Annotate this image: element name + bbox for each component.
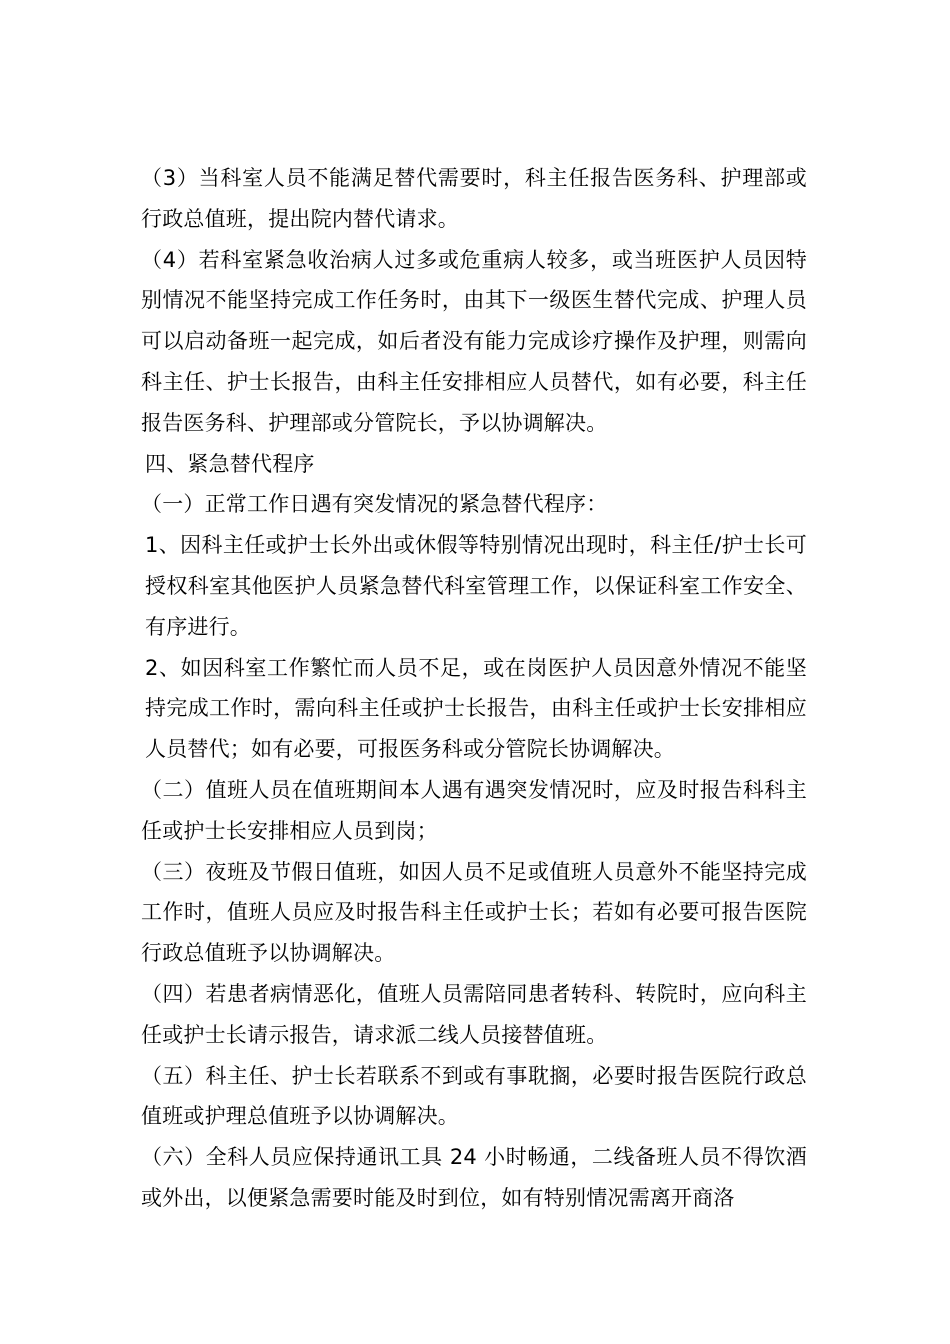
subsection-3-night-holiday: （三）夜班及节假日值班，如因人员不足或值班人员意外不能坚持完成工作时，值班人员应及时报告科主任或护士长；若如有必要可报告医院行政总值班予以协调解决。 xyxy=(141,859,807,966)
document-body xyxy=(141,158,807,1219)
subsection-5-unreachable: （五）科主任、护士长若联系不到或有事耽搁，必要时报告医院行政总值班或护理总值班予以协调解决。 xyxy=(141,1063,807,1129)
subsection-2-on-duty-emergency: （二）值班人员在值班期间本人遇有遇突发情况时，应及时报告科科主任或护士长安排相应人员到岗； xyxy=(141,777,807,843)
subsection-6-communication: （六）全科人员应保持通讯工具 24 小时畅通，二线备班人员不得饮酒或外出，以便紧急需要时能及时到位，如有特别情况需离开商洛 xyxy=(141,1145,807,1210)
paragraph-4-emergency-overload: （4）若科室紧急收治病人过多或危重病人较多，或当班医护人员因特别情况不能坚持完成工作任务时，由其下一级医生替代完成、护理人员可以启动备班一起完成，如后者没有能力完成诊疗操作及护理，则需向科主任、护士长报告，由科主任安排相应人员替代，如有必要，科主任报告医务科、护理部或分管院长，予以协调解决。 xyxy=(141,247,807,435)
item-2-staff-shortage: 2、如因科室工作繁忙而人员不足，或在岗医护人员因意外情况不能坚持完成工作时，需向科主任或护士长报告，由科主任或护士长安排相应人员替代；如有必要，可报医务科或分管院长协调解决。 xyxy=(145,655,807,762)
section-heading-emergency-procedure: 四、紧急替代程序 xyxy=(145,451,315,476)
item-1-director-absence: 1、因科主任或护士长外出或休假等特别情况出现时，科主任/护士长可授权科室其他医护人员紧急替代科室管理工作，以保证科室工作安全、有序进行。 xyxy=(145,533,807,639)
paragraph-3-replacement-request: （3）当科室人员不能满足替代需要时，科主任报告医务科、护理部或行政总值班，提出院内替代请求。 xyxy=(141,166,807,231)
subsection-4-patient-transfer: （四）若患者病情恶化，值班人员需陪同患者转科、转院时，应向科主任或护士长请示报告，请求派二线人员接替值班。 xyxy=(141,981,807,1047)
subsection-heading-workday: （一）正常工作日遇有突发情况的紧急替代程序： xyxy=(141,492,608,517)
